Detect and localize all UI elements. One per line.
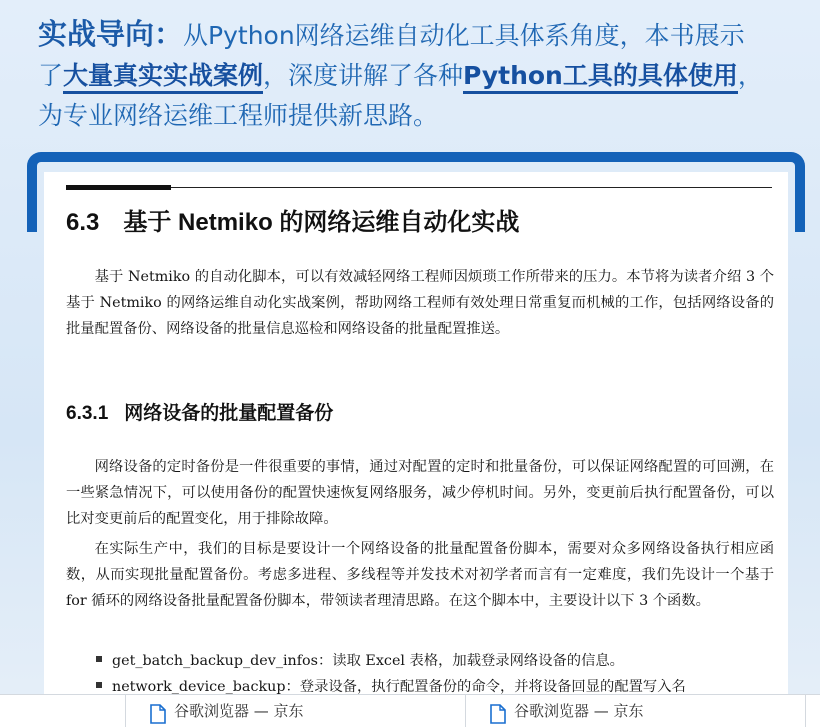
document-icon bbox=[490, 704, 506, 724]
banner-line2-end: ， bbox=[737, 61, 763, 90]
promo-banner bbox=[38, 14, 808, 136]
document-icon bbox=[150, 704, 166, 724]
tab-item[interactable] bbox=[126, 695, 466, 727]
bullet-marker bbox=[96, 682, 102, 688]
section-number: 6.3 bbox=[66, 209, 100, 236]
banner-highlight-tools: Python工具的具体使用 bbox=[463, 61, 738, 94]
book-page bbox=[44, 172, 788, 694]
section-title: 基于 Netmiko 的网络运维自动化实战 bbox=[123, 209, 520, 236]
banner-line-3: 为专业网络运维工程师提供新思路。 bbox=[38, 101, 439, 130]
header-rule bbox=[66, 187, 772, 188]
banner-highlight-cases: 大量真实实战案例 bbox=[63, 61, 263, 94]
subsection-heading bbox=[66, 398, 333, 425]
subsection-title: 网络设备的批量配置备份 bbox=[124, 403, 334, 424]
bullet-marker bbox=[96, 656, 102, 662]
banner-line-1 bbox=[38, 14, 808, 56]
body-paragraph-2: 在实际生产中，我们的目标是要设计一个网络设备的批量配置备份脚本，需要对众多网络设备执行相应函数，从而实现批量配置备份。考虑多进程、多线程等并发技术对初学者而言有一定难度，我们先设计一个基于 for 循环的网络设备批量配置备份脚本，带领读者理清思路。在这个脚本中，主要设计以下 3 个函数。 bbox=[66, 541, 774, 609]
tab-item[interactable] bbox=[466, 695, 806, 727]
body-paragraph-1: 网络设备的定时备份是一件很重要的事情，通过对配置的定时和批量备份，可以保证网络配置的可回溯，在一些紧急情况下，可以使用备份的配置快速恢复网络服务，减少停机时间。另外，变更前后执行配置备份，可以比对变更前后的配置变化，用于排除故障。 bbox=[66, 459, 774, 527]
banner-line1-text: 从Python网络运维自动化工具体系角度，本书展示 bbox=[183, 21, 745, 50]
bullet-text: network_device_backup：登录设备，执行配置备份的命令，并将设备回显的配置写入名 bbox=[112, 679, 686, 694]
banner-line2-pre: 了 bbox=[38, 61, 64, 90]
header-rule-accent bbox=[66, 185, 171, 190]
intro-paragraph: 基于 Netmiko 的自动化脚本，可以有效减轻网络工程师因烦琐工作所带来的压力。本节将为读者介绍 3 个基于 Netmiko 的网络运维自动化实战案例，帮助网络工程师有效处理日常重复而机械的工作，包括网络设备的批量配置备份、网络设备的批量信息巡检和网络设备的批量配置推送。 bbox=[66, 269, 774, 337]
subsection-number: 6.3.1 bbox=[66, 403, 109, 424]
tab-item[interactable] bbox=[0, 695, 126, 727]
banner-lead: 实战导向： bbox=[38, 17, 184, 51]
bullet-text: get_batch_backup_dev_infos：读取 Excel 表格，加载登录网络设备的信息。 bbox=[112, 653, 624, 669]
bullet-item bbox=[96, 674, 686, 694]
section-heading bbox=[66, 202, 519, 237]
tab-label: 谷歌浏览器 — 京东 bbox=[174, 702, 304, 720]
tab-label: 谷歌浏览器 — 京东 bbox=[514, 702, 644, 720]
banner-line2-mid: ，深度讲解了各种 bbox=[263, 61, 464, 90]
banner-line-2 bbox=[38, 56, 808, 96]
bullet-item bbox=[96, 648, 624, 674]
bottom-tab-bar bbox=[0, 694, 820, 727]
